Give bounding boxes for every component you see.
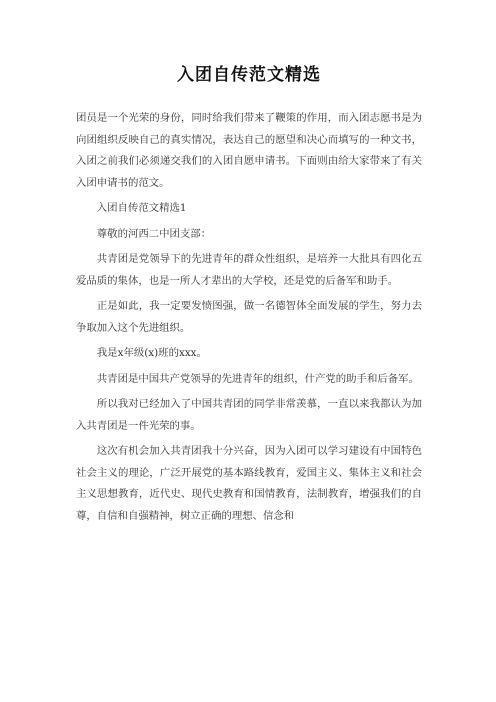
intro-paragraph: 团员是一个光荣的身份，同时给我们带来了鞭策的作用，而入团志愿书是为向团组织反映自己的真实情况，表达自己的愿望和决心而填写的一种文书，入团之前我们必须递交我们的入团自愿申请书。下面则由给大家带来了有关入团申请书的范文。 [76, 112, 422, 189]
body-paragraph: 正是如此，我一定要发愤图强，做一名德智体全面发展的学生，努力去争取加入这个先进组织。 [76, 300, 422, 334]
body-paragraph: 我是x年级(x)班的xxx。 [96, 347, 207, 359]
body-paragraph: 共青团是中国共产党领导的先进青年的组织，什产党的助手和后备军。 [96, 372, 419, 385]
body-paragraph: 共青团是党领导下的先进青年的群众性组织，是培养一大批具有四化五爱品质的集体，也是一所人才辈出的大学校，还是党的后备军和助手。 [76, 253, 422, 287]
document-body [76, 108, 422, 527]
body-paragraph: 所以我对已经加入了中国共青团的同学非常羡慕，一直以来我都认为加入共青团是一件光荣的事。 [76, 398, 422, 432]
salutation: 尊敬的河西二中团支部： [96, 227, 212, 240]
section-heading: 入团自传范文精选1 [96, 202, 187, 214]
document-page [76, 0, 422, 531]
body-paragraph: 这次有机会加入共青团我十分兴奋，因为入团可以学习建设有中国特色社会主义的理论，广泛开展党的基本路线教育，爱国主义、集体主义和社会主义思想教育，近代史、现代史教育和国情教育，法制教育，增强我们的自尊，自信和自强精神，树立正确的理想、信念和 [76, 445, 422, 522]
document-title: 入团自传范文精选 [177, 65, 321, 85]
